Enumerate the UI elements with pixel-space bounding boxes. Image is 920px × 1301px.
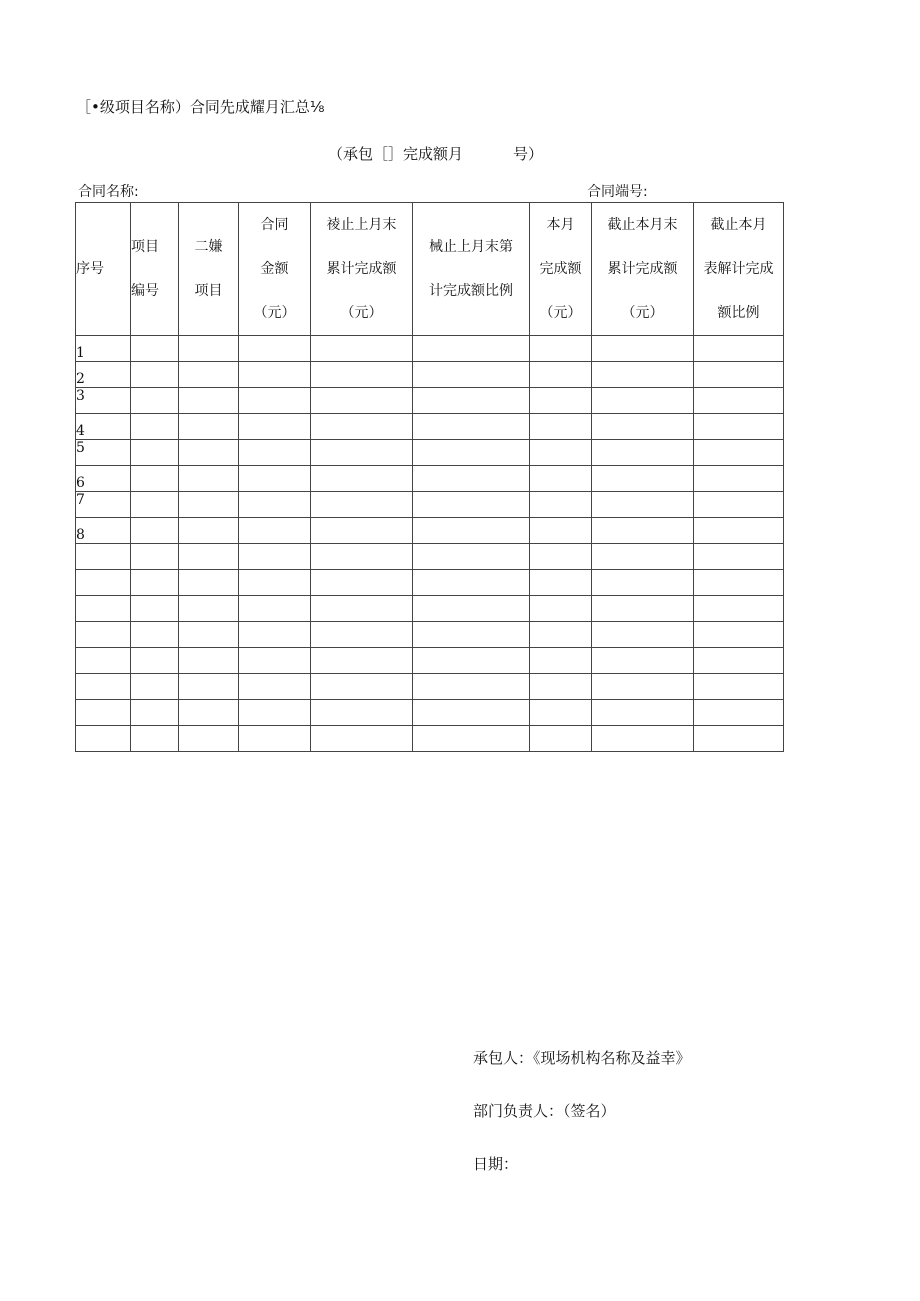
- table-cell: [179, 596, 239, 622]
- row-number: [76, 544, 131, 570]
- table-cell: [592, 336, 694, 362]
- table-cell: [413, 440, 530, 466]
- table-cell: [413, 596, 530, 622]
- dept-head-signature: 部门负责人：（签名）: [473, 1102, 616, 1120]
- table-cell: [694, 674, 784, 700]
- header-text: 二嫌: [194, 239, 223, 255]
- table-cell: [131, 440, 179, 466]
- table-cell: [131, 466, 179, 492]
- table-cell: [413, 388, 530, 414]
- table-cell: [131, 388, 179, 414]
- header-row: [76, 203, 784, 336]
- contractor-signature: 承包人：《现场机构名称及益幸》: [473, 1049, 691, 1067]
- table-row: [76, 674, 784, 700]
- table-cell: [694, 492, 784, 518]
- table-cell: [131, 544, 179, 570]
- table-cell: [311, 440, 413, 466]
- table-row: [76, 440, 784, 466]
- table-cell: [179, 362, 239, 388]
- table-cell: [179, 648, 239, 674]
- table-cell: [239, 440, 311, 466]
- table-cell: [592, 622, 694, 648]
- table-cell: [179, 336, 239, 362]
- table-cell: [239, 570, 311, 596]
- header-cell: [694, 203, 784, 336]
- header-text: （元）: [253, 305, 296, 321]
- table-cell: [239, 362, 311, 388]
- table-cell: [131, 648, 179, 674]
- table-cell: [413, 492, 530, 518]
- header-text: 截止本月末: [607, 217, 678, 233]
- table-cell: [413, 544, 530, 570]
- table-cell: [179, 674, 239, 700]
- table-cell: [179, 700, 239, 726]
- table-cell: [592, 700, 694, 726]
- table-cell: [592, 362, 694, 388]
- table-cell: [413, 570, 530, 596]
- table-cell: [413, 466, 530, 492]
- table-cell: [131, 622, 179, 648]
- table-row: [76, 362, 784, 388]
- table-cell: [530, 440, 592, 466]
- table-row: [76, 336, 784, 362]
- table-cell: [694, 466, 784, 492]
- table-cell: [239, 388, 311, 414]
- header-cell: [311, 203, 413, 336]
- table-cell: [530, 622, 592, 648]
- table-cell: [239, 648, 311, 674]
- table-row: [76, 622, 784, 648]
- table-cell: [311, 700, 413, 726]
- row-number: [76, 622, 131, 648]
- table-cell: [530, 414, 592, 440]
- table-cell: [311, 518, 413, 544]
- header-text: 累计完成额: [607, 261, 678, 277]
- table-cell: [131, 596, 179, 622]
- table-cell: [592, 440, 694, 466]
- table-cell: [311, 414, 413, 440]
- header-text: 表解计完成: [703, 261, 774, 277]
- header-cell: [413, 203, 530, 336]
- row-number: 5: [76, 440, 131, 466]
- table-cell: [239, 674, 311, 700]
- table-cell: [131, 414, 179, 440]
- table-cell: [530, 674, 592, 700]
- table-cell: [179, 622, 239, 648]
- table-cell: [311, 336, 413, 362]
- table-cell: [592, 466, 694, 492]
- table-cell: [311, 466, 413, 492]
- table-cell: [530, 466, 592, 492]
- table-cell: [239, 336, 311, 362]
- table-cell: [311, 622, 413, 648]
- header-text: （元）: [539, 305, 582, 321]
- table-cell: [592, 674, 694, 700]
- table-cell: [530, 388, 592, 414]
- table-cell: [592, 570, 694, 596]
- header-text: 累计完成额: [326, 261, 397, 277]
- subtitle-part-b: 号）: [513, 145, 544, 163]
- header-text: 金额: [260, 261, 289, 277]
- table-cell: [179, 414, 239, 440]
- header-text: （元）: [621, 305, 664, 321]
- table-cell: [592, 544, 694, 570]
- table-cell: [694, 544, 784, 570]
- table-cell: [179, 466, 239, 492]
- document-title: ［•级项目名称）合同先成耀月汇总⅛: [76, 98, 325, 116]
- header-text: 截止本月: [710, 217, 767, 233]
- table-row: [76, 570, 784, 596]
- header-text: 额比例: [717, 305, 760, 321]
- table-cell: [694, 336, 784, 362]
- table-cell: [413, 414, 530, 440]
- header-text: 祾止上月末: [326, 217, 397, 233]
- table-cell: [592, 388, 694, 414]
- row-number: [76, 596, 131, 622]
- table-cell: [131, 492, 179, 518]
- table-row: [76, 492, 784, 518]
- table-cell: [592, 648, 694, 674]
- table-row: [76, 388, 784, 414]
- table-cell: [530, 518, 592, 544]
- table-cell: [179, 544, 239, 570]
- table-cell: [131, 700, 179, 726]
- table-cell: [694, 570, 784, 596]
- header-text: 序号: [76, 261, 104, 277]
- table-cell: [239, 466, 311, 492]
- header-cell: [239, 203, 311, 336]
- table-row: [76, 648, 784, 674]
- header-text: （元）: [340, 305, 383, 321]
- table-cell: [530, 726, 592, 752]
- table-cell: [592, 414, 694, 440]
- header-text: 械止上月末第: [429, 239, 513, 255]
- table-cell: [179, 726, 239, 752]
- header-text: 项目: [131, 239, 159, 255]
- header-text: 编号: [131, 283, 159, 299]
- table-cell: [311, 596, 413, 622]
- table-cell: [311, 570, 413, 596]
- table-cell: [530, 700, 592, 726]
- row-number: [76, 674, 131, 700]
- header-text: 计完成额比例: [429, 283, 513, 299]
- header-text: 本月: [546, 217, 575, 233]
- table-cell: [694, 414, 784, 440]
- table-cell: [530, 648, 592, 674]
- table-cell: [311, 362, 413, 388]
- table-cell: [694, 388, 784, 414]
- table-cell: [311, 726, 413, 752]
- header-cell: [592, 203, 694, 336]
- table-row: [76, 414, 784, 440]
- table-cell: [311, 388, 413, 414]
- table-cell: [179, 570, 239, 596]
- table-cell: [592, 726, 694, 752]
- row-number: 6: [76, 466, 131, 492]
- table-row: [76, 466, 784, 492]
- table-cell: [131, 570, 179, 596]
- table-cell: [530, 596, 592, 622]
- table-cell: [179, 440, 239, 466]
- table-cell: [694, 362, 784, 388]
- table-cell: [530, 336, 592, 362]
- table-cell: [239, 700, 311, 726]
- table-row: [76, 596, 784, 622]
- date-label: 日期：: [473, 1155, 519, 1173]
- header-text: 合同: [260, 217, 289, 233]
- table-cell: [311, 648, 413, 674]
- table-cell: [413, 700, 530, 726]
- table-cell: [413, 726, 530, 752]
- contract-name-label: 合同名称:: [78, 184, 139, 200]
- row-number: [76, 726, 131, 752]
- row-number: 2: [76, 362, 131, 388]
- table-cell: [592, 492, 694, 518]
- table-cell: [592, 596, 694, 622]
- table-cell: [131, 726, 179, 752]
- table-cell: [694, 622, 784, 648]
- header-cell: [179, 203, 239, 336]
- table-cell: [179, 492, 239, 518]
- table-cell: [179, 518, 239, 544]
- row-number: [76, 700, 131, 726]
- header-text: 项目: [194, 283, 223, 299]
- header-cell: [76, 203, 131, 336]
- row-number: [76, 648, 131, 674]
- table-cell: [239, 414, 311, 440]
- table-cell: [239, 726, 311, 752]
- contract-number-label: 合同端号:: [587, 184, 648, 200]
- table-cell: [131, 518, 179, 544]
- table-cell: [311, 544, 413, 570]
- table-cell: [131, 362, 179, 388]
- row-number: 7: [76, 492, 131, 518]
- table-cell: [694, 596, 784, 622]
- table-cell: [239, 596, 311, 622]
- table-cell: [131, 674, 179, 700]
- table-cell: [530, 362, 592, 388]
- table-cell: [694, 726, 784, 752]
- table-cell: [239, 492, 311, 518]
- table-cell: [131, 336, 179, 362]
- table-cell: [694, 700, 784, 726]
- subtitle-part-a: （承包［］完成额月: [328, 145, 464, 163]
- table-row: [76, 518, 784, 544]
- table-cell: [530, 570, 592, 596]
- table-cell: [694, 518, 784, 544]
- table-cell: [311, 492, 413, 518]
- table-cell: [311, 674, 413, 700]
- document-subtitle: [328, 143, 543, 164]
- table-cell: [413, 622, 530, 648]
- header-cell: [131, 203, 179, 336]
- table-cell: [179, 388, 239, 414]
- table-row: [76, 726, 784, 752]
- row-number: 1: [76, 336, 131, 362]
- table-cell: [694, 648, 784, 674]
- row-number: 4: [76, 414, 131, 440]
- table-row: [76, 700, 784, 726]
- table-row: [76, 544, 784, 570]
- table-cell: [239, 544, 311, 570]
- table-cell: [592, 518, 694, 544]
- table-cell: [413, 648, 530, 674]
- table-cell: [239, 518, 311, 544]
- header-cell: [530, 203, 592, 336]
- row-number: 8: [76, 518, 131, 544]
- header-text: 完成额: [539, 261, 582, 277]
- table-cell: [694, 440, 784, 466]
- table-cell: [239, 622, 311, 648]
- table-cell: [413, 674, 530, 700]
- table-cell: [413, 518, 530, 544]
- table-cell: [530, 492, 592, 518]
- table-cell: [413, 362, 530, 388]
- row-number: 3: [76, 388, 131, 414]
- summary-table: [75, 202, 784, 752]
- table-cell: [530, 544, 592, 570]
- table-cell: [413, 336, 530, 362]
- row-number: [76, 570, 131, 596]
